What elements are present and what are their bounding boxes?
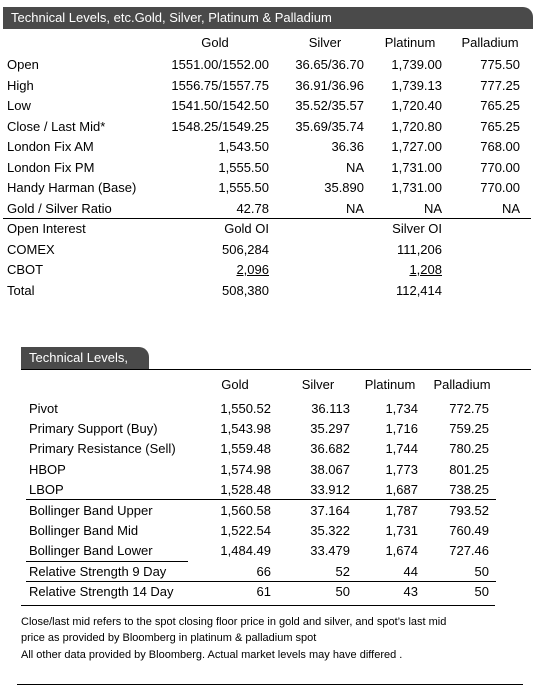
gold-value: 1556.75/1557.75 <box>171 78 269 93</box>
platinum-value: 1,744 <box>385 441 418 456</box>
platinum-value: 1,731.00 <box>391 160 442 175</box>
gold-value: 66 <box>256 564 271 579</box>
open-interest-label: Open Interest <box>7 221 86 236</box>
silver-value: 36.65/36.70 <box>295 57 364 72</box>
gold-value: 1,528.48 <box>220 482 271 497</box>
row-label: London Fix AM <box>7 139 94 154</box>
silver-value: 38.067 <box>310 462 350 477</box>
row-label: Bollinger Band Lower <box>29 543 153 558</box>
silver-value: 36.36 <box>331 139 364 154</box>
panel1-col-palladium: Palladium <box>461 35 519 50</box>
palladium-value: 770.00 <box>480 180 520 195</box>
panel1-col-gold: Gold <box>201 35 229 50</box>
palladium-value: 760.49 <box>449 523 489 538</box>
palladium-value: 768.00 <box>480 139 520 154</box>
footnote-line-1: Close/last mid refers to the spot closing floor price in gold and silver, and spot’s last mid <box>21 616 447 628</box>
platinum-value: 43 <box>403 584 418 599</box>
platinum-value: 1,720.80 <box>391 119 442 134</box>
row-label: COMEX <box>7 242 55 257</box>
platinum-value: 1,687 <box>385 482 418 497</box>
platinum-value: 1,739.13 <box>391 78 442 93</box>
gold-value: 1551.00/1552.00 <box>171 57 269 72</box>
gold-value: 1,550.52 <box>220 401 271 416</box>
row-label: HBOP <box>29 462 66 477</box>
row-label: Open <box>7 57 39 72</box>
panel2-col-palladium: Palladium <box>433 377 491 392</box>
palladium-value: NA <box>501 201 520 216</box>
palladium-value: 765.25 <box>480 98 520 113</box>
gold-oi-header: Gold OI <box>224 221 269 236</box>
palladium-value: 801.25 <box>449 462 489 477</box>
platinum-value: 1,731.00 <box>391 180 442 195</box>
gold-value: 61 <box>256 584 271 599</box>
platinum-value: 1,727.00 <box>391 139 442 154</box>
panel1-divider <box>3 218 531 219</box>
gold-value: 1,522.54 <box>220 523 271 538</box>
silver-value: 36.91/36.96 <box>295 78 364 93</box>
row-label: High <box>7 78 34 93</box>
gold-value: 1,559.48 <box>220 441 271 456</box>
palladium-value: 772.75 <box>449 401 489 416</box>
silver-value: 37.164 <box>310 503 350 518</box>
panel2-title-rule <box>21 369 531 370</box>
footnote-line-2: price as provided by Bloomberg in platinum & palladium spot <box>21 632 317 644</box>
silver-value: 35.890 <box>324 180 364 195</box>
gold-oi-value: 508,380 <box>222 283 269 298</box>
silver-value: 50 <box>335 584 350 599</box>
row-label: Pivot <box>29 401 58 416</box>
panel1-col-platinum: Platinum <box>384 35 436 50</box>
row-label: Handy Harman (Base) <box>7 180 137 195</box>
row-label: Close / Last Mid* <box>7 119 106 134</box>
platinum-value: 1,739.00 <box>391 57 442 72</box>
row-label: Bollinger Band Mid <box>29 523 139 538</box>
row-label: Relative Strength 14 Day <box>29 584 174 599</box>
row-label: Gold / Silver Ratio <box>7 201 112 216</box>
panel2-divider-rsi <box>26 581 496 582</box>
silver-value: 36.113 <box>311 401 350 416</box>
silver-oi-value: 111,206 <box>396 242 442 257</box>
silver-value: 36.682 <box>310 441 350 456</box>
panel1-title: Technical Levels, etc.Gold, Silver, Platinum & Palladium <box>11 10 332 25</box>
palladium-value: 775.50 <box>480 57 520 72</box>
silver-value: 35.297 <box>310 421 350 436</box>
platinum-value: NA <box>423 201 442 216</box>
panel2-title: Technical Levels, etc. <box>29 350 128 387</box>
row-label: Primary Support (Buy) <box>29 421 158 436</box>
silver-value: 35.52/35.57 <box>295 98 364 113</box>
gold-value: 1548.25/1549.25 <box>171 119 269 134</box>
panel2-divider <box>26 499 496 500</box>
gold-value: 1,543.98 <box>220 421 271 436</box>
platinum-value: 1,716 <box>385 421 418 436</box>
panel2-col-silver: Silver <box>301 377 335 392</box>
palladium-value: 780.25 <box>449 441 489 456</box>
footnote-line-3: All other data provided by Bloomberg. Actual market levels may have differed . <box>21 649 403 661</box>
palladium-value: 765.25 <box>480 119 520 134</box>
platinum-value: 1,731 <box>385 523 418 538</box>
gold-value: 1,574.98 <box>220 462 271 477</box>
silver-oi-value: 1,208 <box>409 262 442 277</box>
gold-value: 1,543.50 <box>218 139 269 154</box>
silver-value: 35.69/35.74 <box>295 119 364 134</box>
footnote-bottom-rule <box>17 684 523 685</box>
palladium-value: 50 <box>474 564 489 579</box>
panel2-col-platinum: Platinum <box>364 377 416 392</box>
silver-value: NA <box>345 160 364 175</box>
row-label: Low <box>7 98 31 113</box>
row-label: Bollinger Band Upper <box>29 503 153 518</box>
row-label: London Fix PM <box>7 160 95 175</box>
row-label: Relative Strength 9 Day <box>29 564 167 579</box>
row-label: LBOP <box>29 482 64 497</box>
panel1-col-silver: Silver <box>308 35 342 50</box>
silver-value: 52 <box>335 564 350 579</box>
gold-value: 42.78 <box>236 201 269 216</box>
row-label: CBOT <box>7 262 44 277</box>
gold-value: 1,555.50 <box>218 180 269 195</box>
row-label: Total <box>7 283 35 298</box>
platinum-value: 1,720.40 <box>391 98 442 113</box>
palladium-value: 793.52 <box>449 503 489 518</box>
palladium-value: 738.25 <box>449 482 489 497</box>
palladium-value: 727.46 <box>449 543 489 558</box>
gold-oi-value: 506,284 <box>222 242 269 257</box>
silver-value: 33.912 <box>310 482 350 497</box>
silver-oi-value: 112,414 <box>395 283 442 298</box>
gold-value: 1,484.49 <box>220 543 271 558</box>
gold-value: 1,555.50 <box>218 160 269 175</box>
silver-value: 33.479 <box>310 543 350 558</box>
palladium-value: 50 <box>474 584 489 599</box>
platinum-value: 44 <box>403 564 418 579</box>
row-label: Primary Resistance (Sell) <box>29 441 176 456</box>
panel2-col-gold: Gold <box>221 377 249 392</box>
palladium-value: 759.25 <box>449 421 489 436</box>
platinum-value: 1,773 <box>385 462 418 477</box>
silver-value: NA <box>345 201 364 216</box>
silver-value: 35.322 <box>310 523 350 538</box>
platinum-value: 1,734 <box>385 401 418 416</box>
palladium-value: 777.25 <box>480 78 520 93</box>
panel2-bottom-rule <box>21 605 495 606</box>
gold-oi-value: 2,096 <box>236 262 269 277</box>
gold-value: 1,560.58 <box>220 503 271 518</box>
silver-oi-header: Silver OI <box>392 221 442 236</box>
panel1-title-bar <box>3 7 533 29</box>
palladium-value: 770.00 <box>480 160 520 175</box>
gold-value: 1541.50/1542.50 <box>171 98 269 113</box>
panel2-divider-short <box>26 561 188 562</box>
panel2-title-bar <box>21 347 149 387</box>
platinum-value: 1,787 <box>385 503 418 518</box>
platinum-value: 1,674 <box>385 543 418 558</box>
